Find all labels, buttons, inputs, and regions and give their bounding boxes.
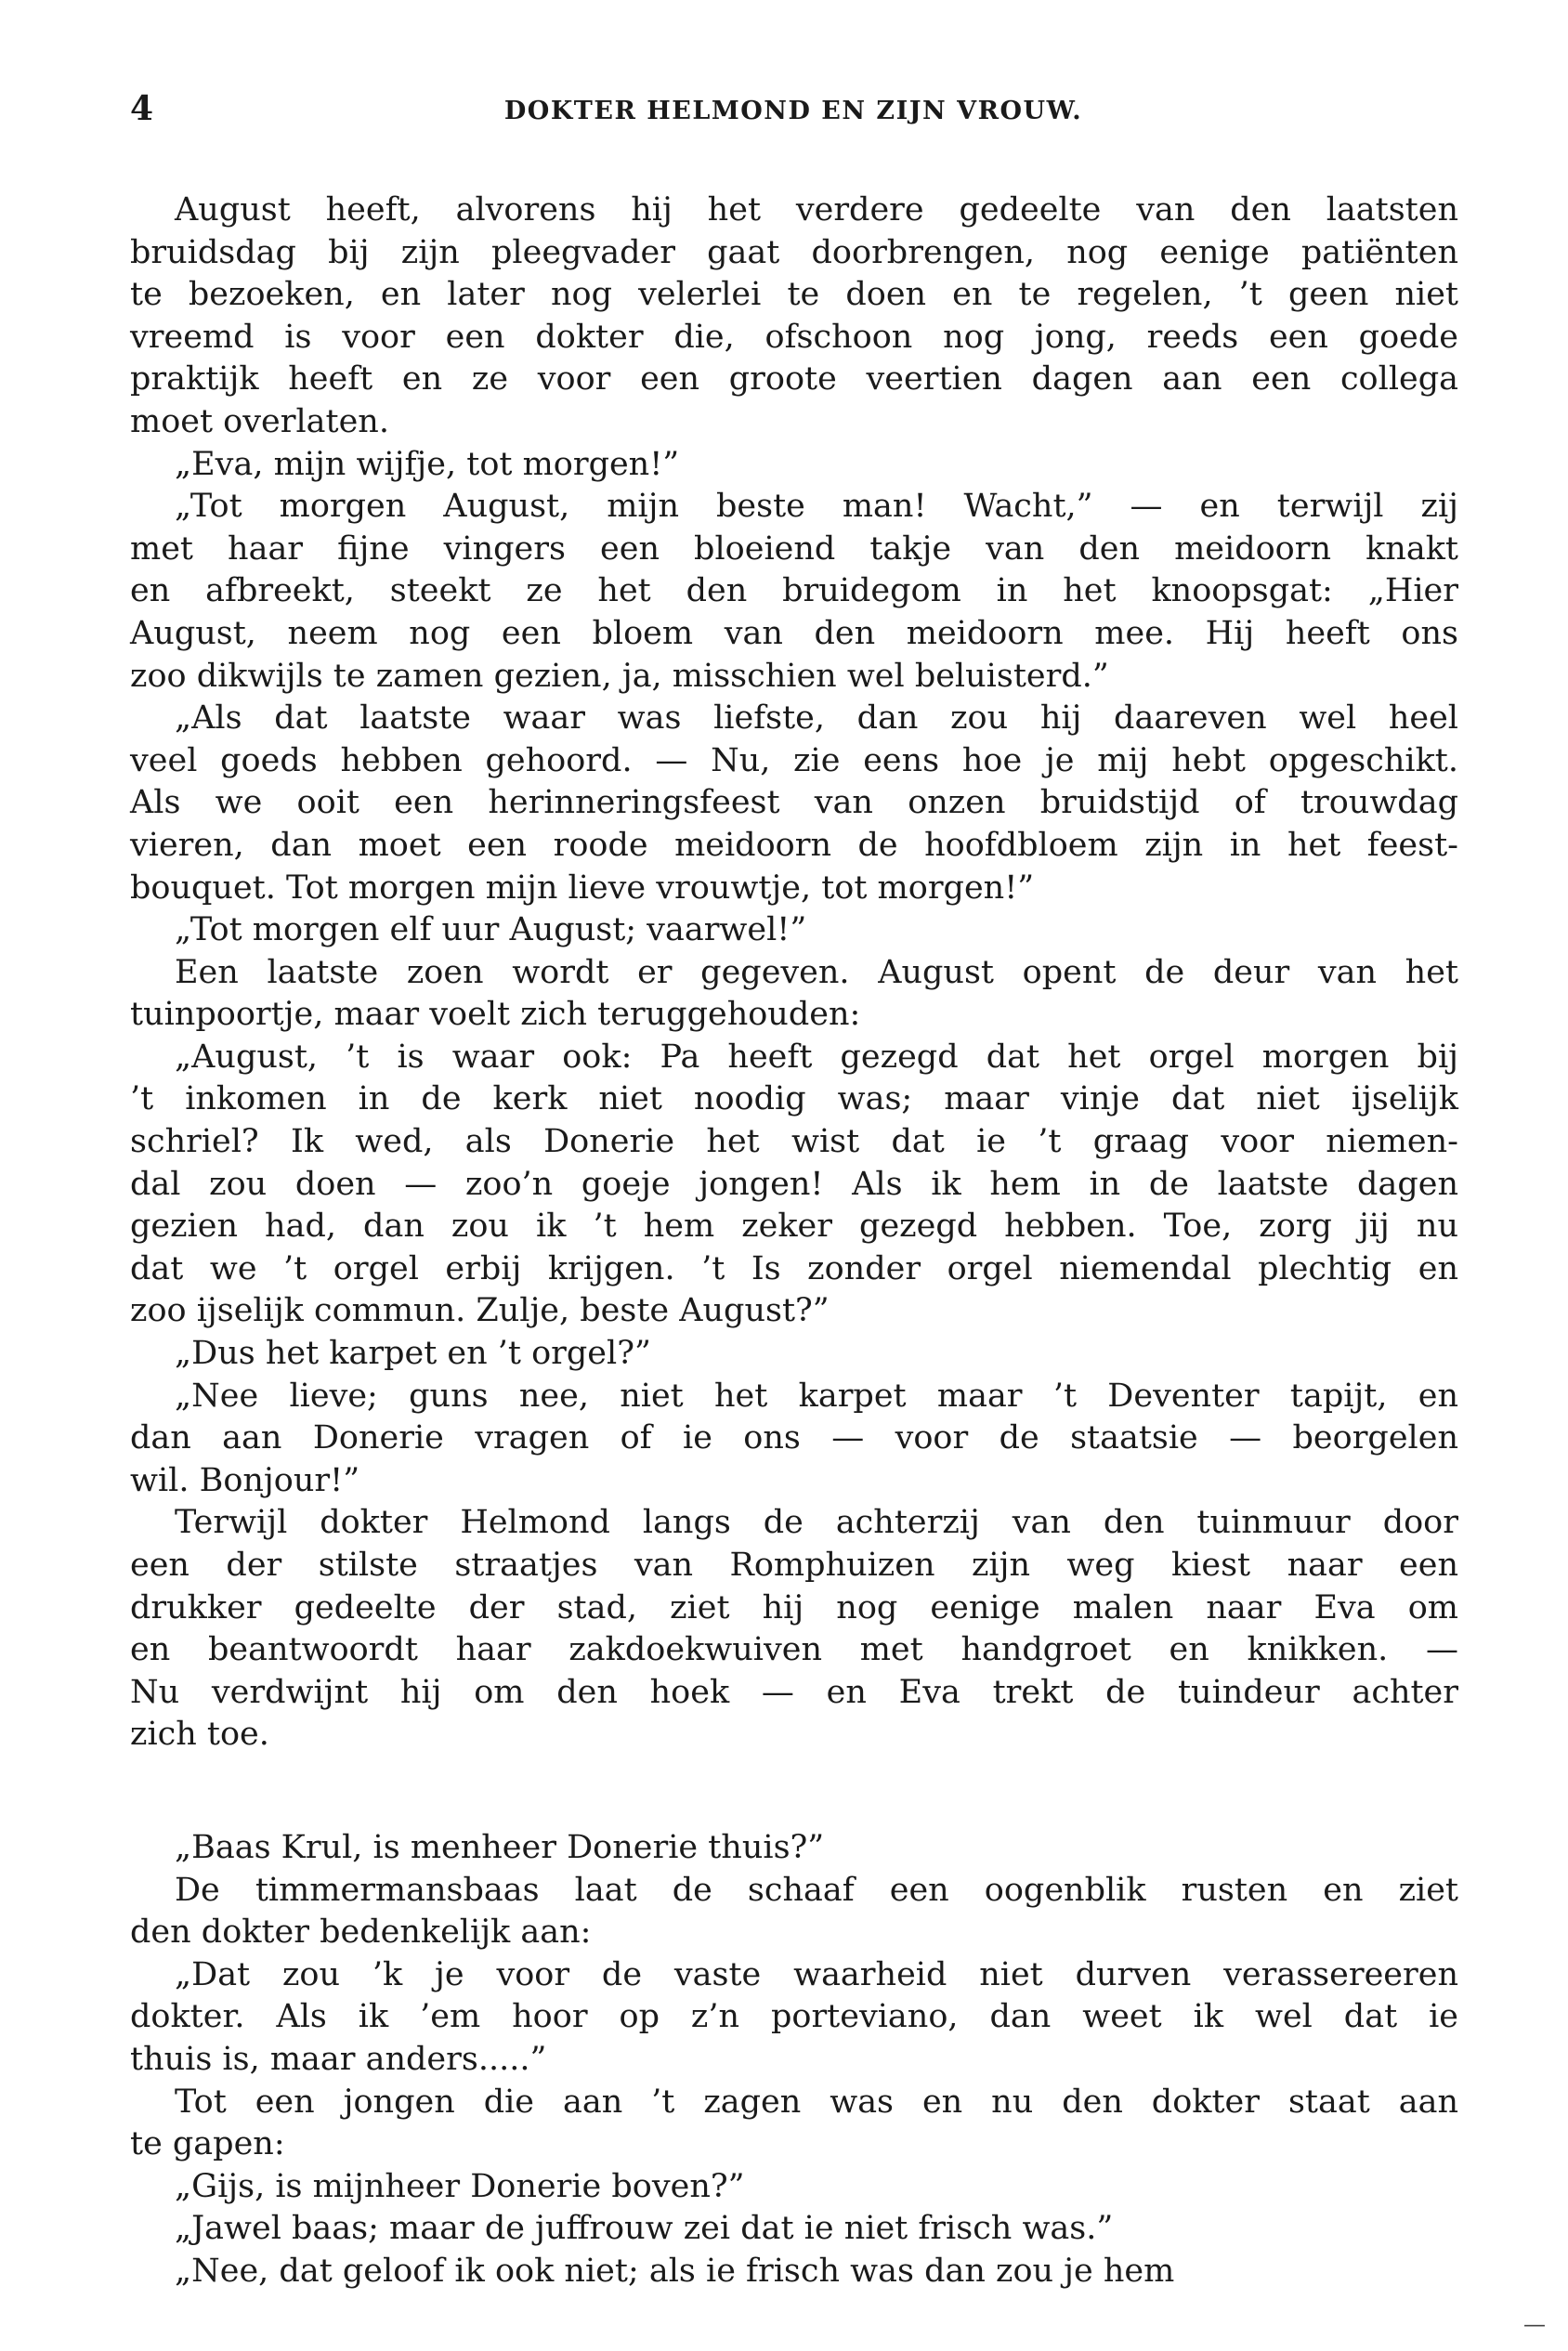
text-line: Een laatste zoen wordt er gegeven. August opent de deur van het (175, 953, 1458, 991)
text-line: dan aan Donerie vragen of ie ons — voor de staatsie — beorgelen (130, 1419, 1458, 1457)
text-line: „Gijs, is mijnheer Donerie boven?” (175, 2167, 745, 2205)
text-line: De timmermansbaas laat de schaaf een oogenblik rusten en ziet (175, 1871, 1458, 1909)
text-line: „Tot morgen August, mijn beste man! Wacht,” — en terwijl zij (175, 488, 1458, 526)
paragraph (130, 1333, 1458, 1376)
text-line: „Eva, mijn wijfje, tot morgen!” (175, 445, 680, 483)
text-line: met haar fijne vingers een bloeiend takje van den meidoorn knakt (130, 529, 1458, 568)
text-line: zich toe. (130, 1716, 269, 1754)
text-line: „Baas Krul, is menheer Donerie thuis?” (175, 1828, 825, 1866)
text-line: praktijk heeft en ze voor een groote veertien dagen aan een collega (130, 360, 1458, 398)
text-line: „August, ’t is waar ook: Pa heeft gezegd dat het orgel morgen bij (175, 1038, 1458, 1076)
text-line: „Als dat laatste waar was liefste, dan zou hij daareven wel heel (175, 699, 1458, 738)
text-line: vreemd is voor een dokter die, ofschoon nog jong, reeds een goede (130, 318, 1458, 356)
text-line: „Nee, dat geloof ik ook niet; als ie frisch was dan zou je hem (175, 2252, 1175, 2290)
body-text (130, 189, 1458, 2293)
paragraph (130, 189, 1458, 444)
paragraph (130, 2208, 1458, 2251)
text-line: en afbreekt, steekt ze het den bruidegom in het knoopsgat: „Hier (130, 572, 1458, 610)
text-line: zoo ijselijk commun. Zulje, beste August?” (130, 1292, 830, 1330)
paragraph (130, 2251, 1458, 2293)
paragraph (130, 486, 1458, 698)
paragraph (130, 2082, 1458, 2166)
text-line: en beantwoordt haar zakdoekwuiven met handgroet en knikken. — (130, 1631, 1458, 1669)
running-title: DOKTER HELMOND EN ZIJN VROUW. (503, 97, 1083, 125)
text-line: vieren, dan moet een roode meidoorn de hoofdbloem zijn in het feest- (130, 826, 1458, 864)
page-number: 4 (130, 89, 154, 128)
paragraph (130, 698, 1458, 909)
paragraph (130, 1037, 1458, 1333)
text-line: drukker gedeelte der stad, ziet hij nog eenige malen naar Eva om (130, 1588, 1458, 1626)
text-line: „Dat zou ’k je voor de vaste waarheid niet durven verassereeren (175, 1955, 1458, 1993)
text-line: „Nee lieve; guns nee, niet het karpet maar ’t Deventer tapijt, en (175, 1377, 1458, 1415)
page-header (130, 89, 1457, 136)
text-line: den dokter bedenkelijk aan: (130, 1913, 592, 1952)
text-line: zoo dikwijls te zamen gezien, ja, misschien wel beluisterd.” (130, 657, 1109, 695)
text-line: dat we ’t orgel erbij krijgen. ’t Is zonder orgel niemendal plechtig en (130, 1249, 1458, 1287)
section-break (130, 1757, 1458, 1827)
paragraph (130, 1870, 1458, 1954)
text-line: wil. Bonjour!” (130, 1461, 360, 1499)
text-line: thuis is, maar anders.....” (130, 2040, 547, 2078)
text-line: „Jawel baas; maar de juffrouw zei dat ie niet frisch was.” (175, 2210, 1114, 2248)
text-line: „Dus het karpet en ’t orgel?” (175, 1335, 651, 1373)
text-line: August heeft, alvorens hij het verdere gedeelte van den laatsten (175, 191, 1458, 229)
text-line: Als we ooit een herinneringsfeest van onzen bruidstijd of trouwdag (130, 784, 1458, 822)
paragraph (130, 1827, 1458, 1870)
paragraph (130, 444, 1458, 487)
text-line: moet overlaten. (130, 402, 389, 440)
text-line: een der stilste straatjes van Romphuizen zijn weg kiest naar een (130, 1547, 1458, 1584)
paragraph (130, 952, 1458, 1037)
text-line: Tot een jongen die aan ’t zagen was en nu den dokter staat aan (175, 2083, 1458, 2121)
text-line: te gapen: (130, 2125, 285, 2163)
paragraph (130, 2166, 1458, 2209)
text-line: August, neem nog een bloem van den meidoorn mee. Hij heeft ons (130, 614, 1458, 652)
paragraph (130, 1954, 1458, 2082)
text-line: gezien had, dan zou ik ’t hem zeker gezegd hebben. Toe, zorg jij nu (130, 1208, 1458, 1246)
text-line: dokter. Als ik ’em hoor op z’n porteviano, dan weet ik wel dat ie (130, 1998, 1458, 2036)
text-line: te bezoeken, en later nog velerlei te doen en te regelen, ’t geen niet (130, 276, 1458, 314)
text-line: tuinpoortje, maar voelt zich teruggehouden: (130, 996, 861, 1034)
paragraph (130, 1502, 1458, 1757)
text-line: ’t inkomen in de kerk niet noodig was; maar vinje dat niet ijselijk (130, 1080, 1458, 1118)
text-line: schriel? Ik wed, als Donerie het wist dat ie ’t graag voor niemen- (130, 1123, 1458, 1161)
paragraph (130, 1376, 1458, 1503)
text-line: bouquet. Tot morgen mijn lieve vrouwtje, tot morgen!” (130, 869, 1035, 907)
text-line: veel goeds hebben gehoord. — Nu, zie eens hoe je mij hebt opgeschikt. (130, 741, 1458, 779)
text-line: bruidsdag bij zijn pleegvader gaat doorbrengen, nog eenige patiënten (130, 233, 1458, 271)
page-edge-mark: — (1523, 2311, 1546, 2337)
text-line: Terwijl dokter Helmond langs de achterzij van den tuinmuur door (175, 1504, 1458, 1542)
paragraph (130, 909, 1458, 952)
text-line: „Tot morgen elf uur August; vaarwel!” (175, 911, 807, 949)
text-line: Nu verdwijnt hij om den hoek — en Eva trekt de tuindeur achter (130, 1673, 1458, 1711)
text-line: dal zou doen — zoo’n goeje jongen! Als ik hem in de laatste dagen (130, 1165, 1458, 1203)
